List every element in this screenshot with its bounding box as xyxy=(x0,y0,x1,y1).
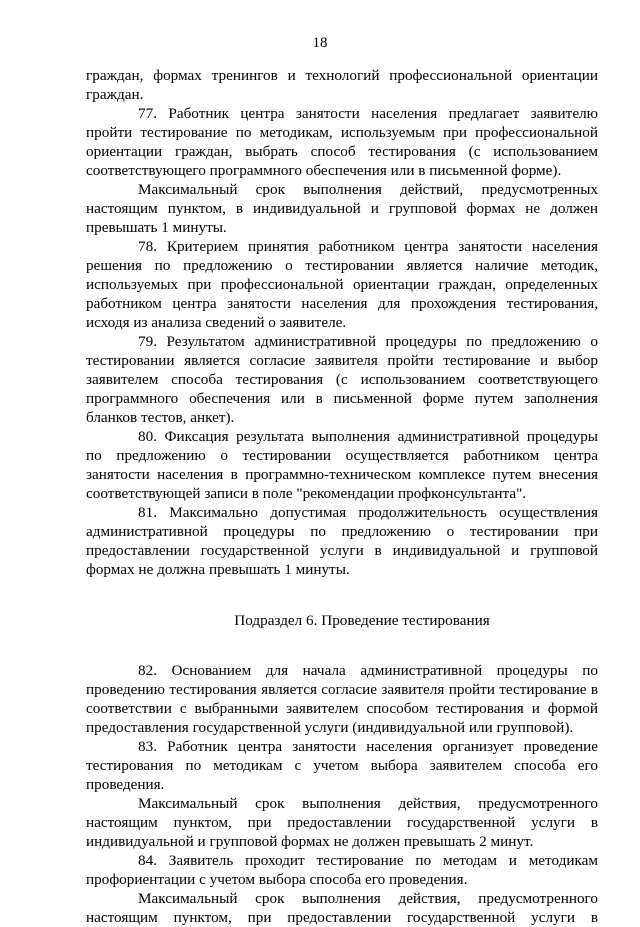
document-body xyxy=(86,66,598,927)
paragraph-83-time-limit: Максимальный срок выполнения действия, предусмотренного настоящим пунктом, при предоставлении государственной услуги в индивидуальной и групповой формах не должен превышать 2 минут. xyxy=(86,795,598,850)
page-number: 18 xyxy=(312,35,328,51)
paragraph-77-time-limit: Максимальный срок выполнения действий, предусмотренных настоящим пунктом, в индивидуальной и групповой формах не должен превышать 1 минуты. xyxy=(86,181,598,236)
paragraph-81: 81. Максимально допустимая продолжительность осуществления административной процедуры по предложению о тестировании при предоставлении государственной услуги в индивидуальной и групповой формах не должна превышать 1 минуты. xyxy=(86,504,598,578)
paragraph-77: 77. Работник центра занятости населения предлагает заявителю пройти тестирование по методикам, используемым при профессиональной ориентации граждан, выбрать способ тестирования (с использованием соответствующего программного обеспечения или в письменной форме). xyxy=(86,105,598,179)
paragraph-80: 80. Фиксация результата выполнения административной процедуры по предложению о тестировании осуществляется работником центра занятости населения в программно-техническом комплексе путем внесения соответствующей записи в поле "рекомендации профконсультанта". xyxy=(86,428,598,502)
paragraph-82: 82. Основанием для начала административной процедуры по проведению тестирования является согласие заявителя пройти тестирование в соответствии с выбранными заявителем способом тестирования и формой предоставления государственной услуги (индивидуальной или групповой). xyxy=(86,662,598,736)
paragraph-84: 84. Заявитель проходит тестирование по методам и методикам профориентации с учетом выбора способа его проведения. xyxy=(86,852,598,888)
paragraph-79: 79. Результатом административной процедуры по предложению о тестировании является согласие заявителя пройти тестирование и выбор заявителем способа тестирования (с использованием соответствующего программного обеспечения или в письменной форме путем заполнения бланков тестов, анкет). xyxy=(86,333,598,426)
paragraph-78: 78. Критерием принятия работником центра занятости населения решения по предложению о тестировании является наличие методик, используемых при профессиональной ориентации граждан, определенных работником центра занятости населения для прохождения тестирования, исходя из анализа сведений о заявителе. xyxy=(86,238,598,331)
section-heading: Подраздел 6. Проведение тестирования xyxy=(234,612,490,629)
paragraph-continuation: граждан, формах тренингов и технологий профессиональной ориентации граждан. xyxy=(86,67,598,103)
paragraph-83: 83. Работник центра занятости населения организует проведение тестирования по методикам с учетом выбора заявителем способа его проведения. xyxy=(86,738,598,793)
paragraph-84-time-limit: Максимальный срок выполнения действия, предусмотренного настоящим пунктом, при предоставлении государственной услуги в xyxy=(86,890,598,926)
